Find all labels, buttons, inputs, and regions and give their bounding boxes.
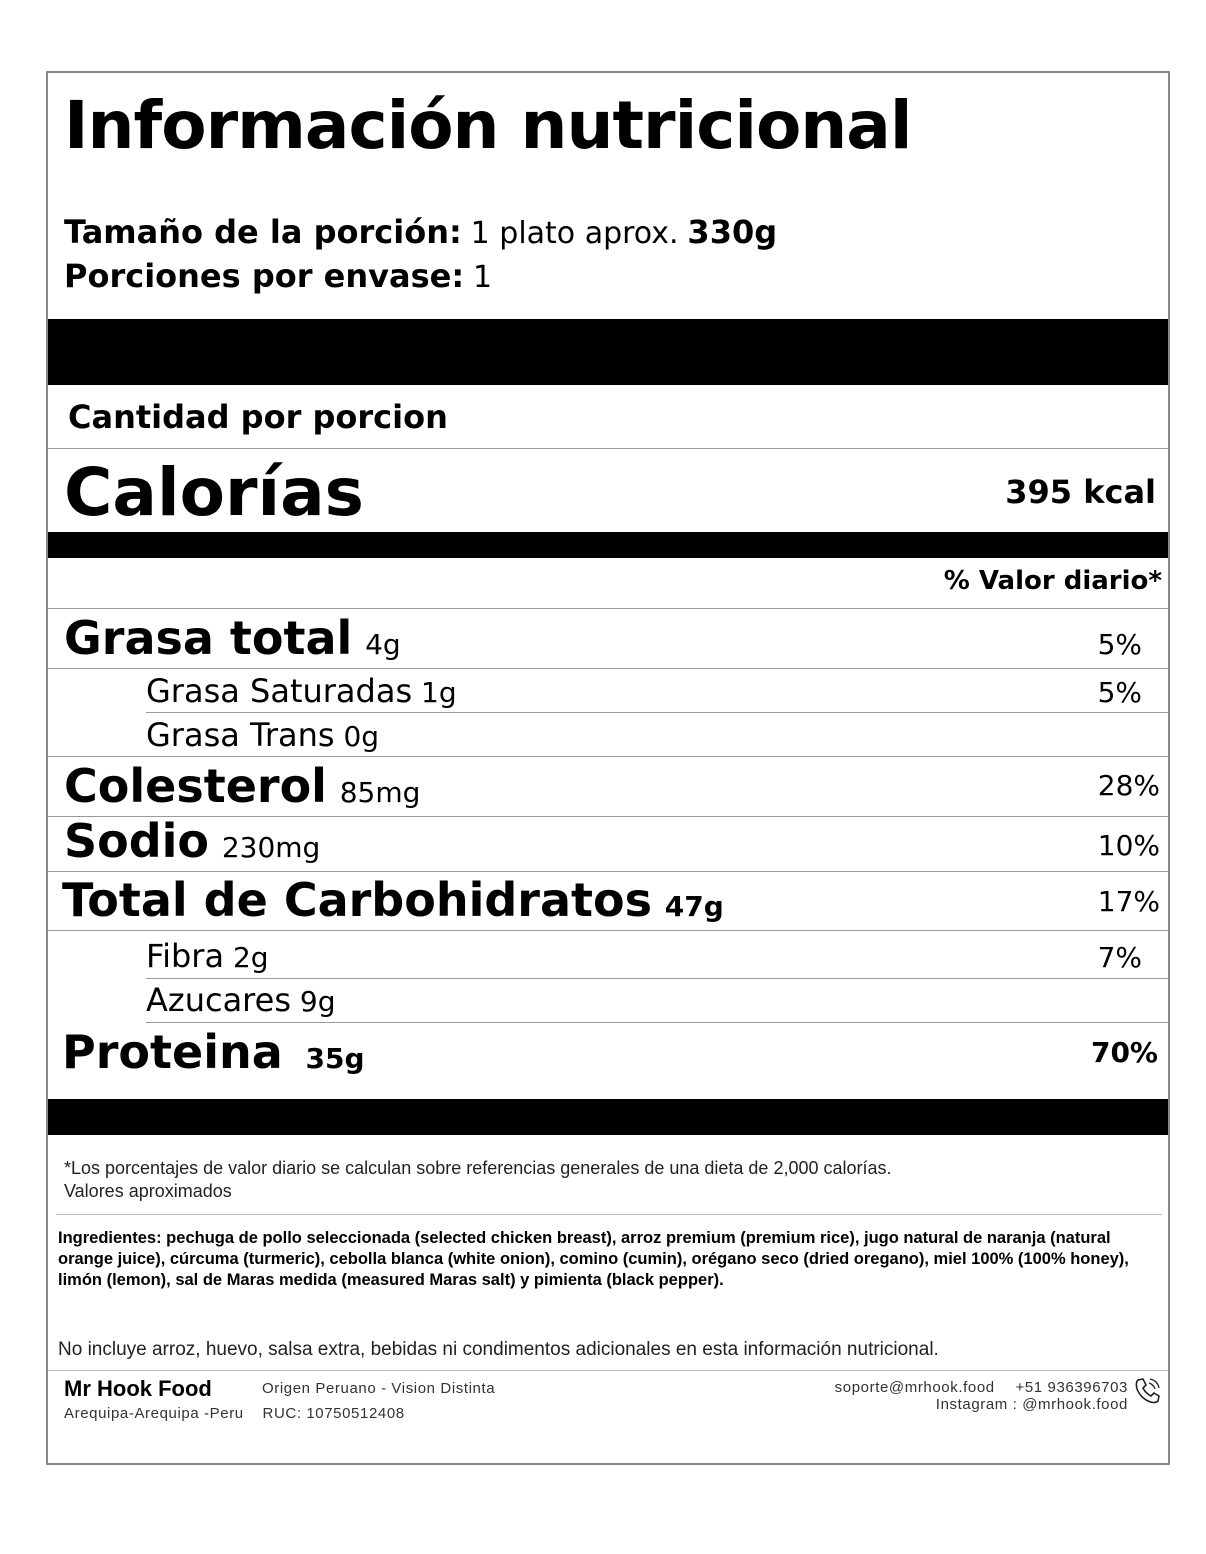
amount-per-serving: Cantidad por porcion xyxy=(68,398,448,436)
calories-label: Calorías xyxy=(64,454,364,531)
divider xyxy=(48,668,1168,669)
nutrient-row-sugars xyxy=(146,981,335,1019)
nutrient-amount: 1g xyxy=(421,676,457,709)
divider xyxy=(48,930,1168,931)
divider xyxy=(48,608,1168,609)
brand-name: Mr Hook Food xyxy=(64,1376,212,1401)
divider xyxy=(48,1370,1168,1371)
ruc-text: RUC: 10750512408 xyxy=(262,1405,405,1422)
nutrient-label: Proteina xyxy=(62,1025,283,1079)
divider xyxy=(146,978,1168,979)
nutrient-pct: 5% xyxy=(1097,676,1142,709)
brand-tagline: Origen Peruano - Vision Distinta xyxy=(262,1380,496,1397)
email-text: soporte@mrhook.food xyxy=(834,1379,995,1396)
ingredients-text: Ingredientes: pechuga de pollo seleccionada (selected chicken breast), arroz premium (premium rice), jugo natural de naranja (natural orange juice), cúrcuma (turmeric), cebolla blanca (white onion), comino (cumin), orégano seco (dried oregano), miel 100% (100% honey), limón (lemon), sal de Maras medida (measured Maras salt) y pimienta (black pepper). xyxy=(58,1229,1129,1289)
nutrient-amount: 230mg xyxy=(221,831,321,864)
nutrient-label: Sodio xyxy=(64,814,210,868)
serving-size xyxy=(64,213,777,251)
servings-per-container-value: 1 xyxy=(473,260,493,295)
thick-divider xyxy=(48,1099,1168,1135)
thick-divider xyxy=(48,319,1168,385)
label-title: Información nutricional xyxy=(64,87,912,164)
footnote-line-2: Valores aproximados xyxy=(64,1181,232,1201)
nutrient-amount: 4g xyxy=(365,628,401,661)
exclusion-note: No incluye arroz, huevo, salsa extra, bebidas ni condimentos adicionales en esta información nutricional. xyxy=(58,1339,939,1360)
nutrient-pct: 70% xyxy=(1090,1036,1158,1069)
nutrition-label xyxy=(46,71,1170,1465)
nutrient-row-sodium xyxy=(64,814,320,868)
nutrient-row-fiber xyxy=(146,937,269,975)
divider xyxy=(48,756,1168,757)
nutrient-label: Grasa total xyxy=(64,611,353,665)
nutrient-pct: 10% xyxy=(1097,829,1160,862)
nutrient-pct: 7% xyxy=(1097,941,1142,974)
medium-divider xyxy=(48,532,1168,558)
nutrient-row-fat-saturated xyxy=(146,672,457,710)
nutrient-label: Grasa Trans xyxy=(146,716,335,754)
phone-icon xyxy=(1132,1376,1162,1406)
contact-line xyxy=(835,1379,1128,1396)
nutrient-amount: 47g xyxy=(664,890,724,923)
serving-size-label: Tamaño de la porción: xyxy=(64,213,462,251)
divider xyxy=(146,1022,1168,1023)
divider xyxy=(56,1214,1162,1215)
serving-size-weight: 330g xyxy=(687,213,778,251)
footnote-line-1: *Los porcentajes de valor diario se calculan sobre referencias generales de una dieta de 2,000 calorías. xyxy=(64,1158,892,1178)
nutrient-label: Azucares xyxy=(146,981,291,1019)
divider xyxy=(48,448,1168,449)
daily-value-header: % Valor diario* xyxy=(943,566,1162,596)
servings-per-container-label: Porciones por envase: xyxy=(64,257,465,295)
nutrient-row-fat-total xyxy=(64,611,401,665)
servings-per-container xyxy=(64,257,492,295)
nutrient-row-carbs xyxy=(62,873,724,927)
nutrient-amount: 9g xyxy=(299,985,336,1018)
nutrient-label: Grasa Saturadas xyxy=(146,672,413,710)
calories-value: 395 kcal xyxy=(1005,473,1156,511)
nutrient-row-fat-trans xyxy=(146,716,379,754)
nutrient-row-cholesterol xyxy=(64,759,420,813)
nutrient-pct: 17% xyxy=(1097,885,1160,918)
nutrient-label: Fibra xyxy=(146,937,225,975)
divider xyxy=(146,712,1168,713)
nutrient-amount: 85mg xyxy=(339,776,421,809)
nutrient-label: Total de Carbohidratos xyxy=(62,873,652,927)
instagram-text: Instagram : @mrhook.food xyxy=(935,1396,1128,1413)
divider xyxy=(48,871,1168,872)
serving-size-value: 1 plato aprox. xyxy=(470,216,679,251)
brand-location xyxy=(64,1405,405,1422)
nutrient-amount: 0g xyxy=(343,720,380,753)
nutrient-row-protein xyxy=(62,1025,365,1079)
nutrient-pct: 28% xyxy=(1097,769,1160,802)
nutrient-pct: 5% xyxy=(1097,628,1142,661)
nutrient-amount: 2g xyxy=(232,941,269,974)
nutrient-amount: 35g xyxy=(305,1042,365,1075)
phone-text: +51 936396703 xyxy=(1015,1379,1128,1396)
nutrient-label: Colesterol xyxy=(64,759,327,813)
location-text: Arequipa-Arequipa -Peru xyxy=(64,1405,244,1422)
